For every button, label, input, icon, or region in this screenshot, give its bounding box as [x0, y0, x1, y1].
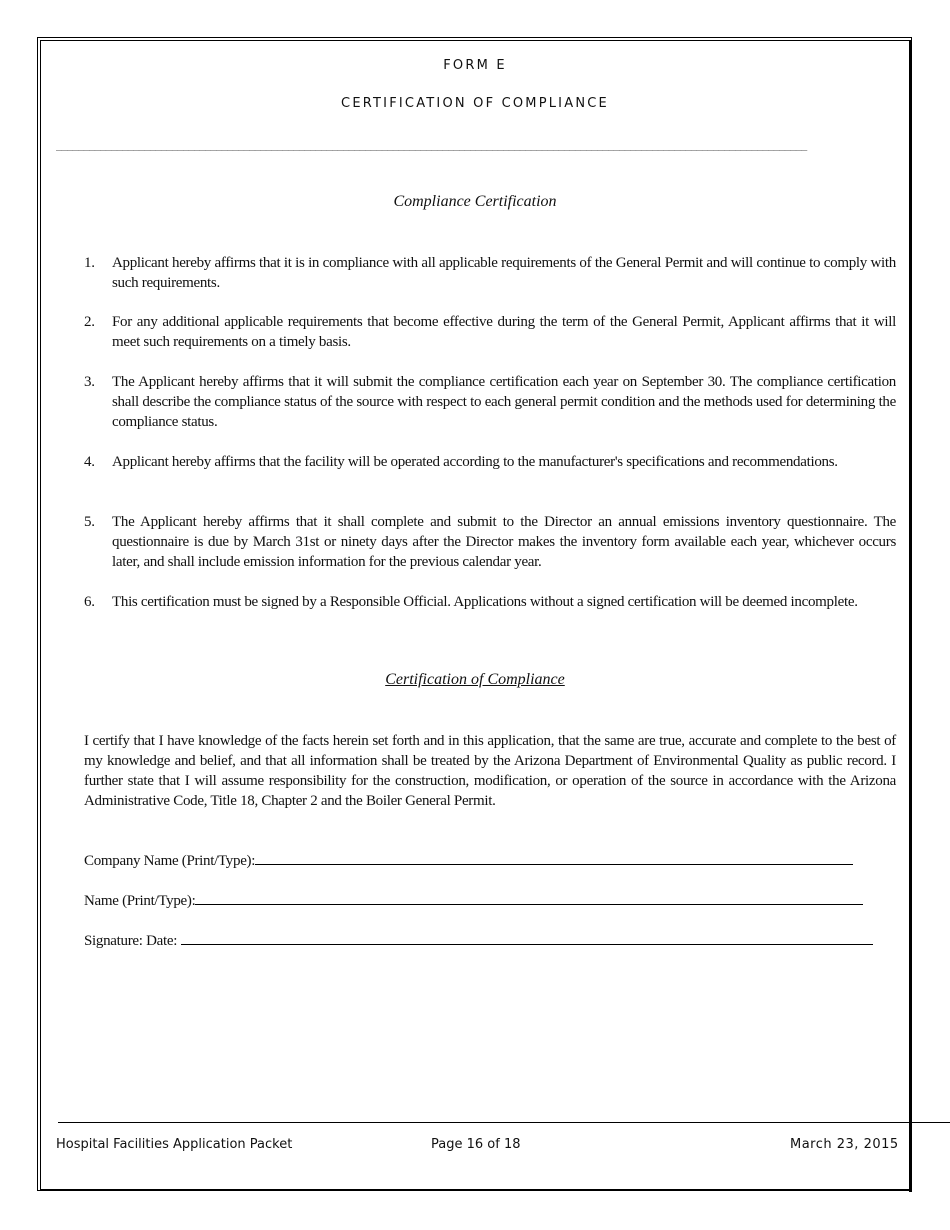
certification-statement: I certify that I have knowledge of the facts herein set forth and in this application, that the same are true, accurate and complete to the best of my knowledge and belief, and that all information shall be treated by the Arizona Department of Environmental Quality as public record. I further state that I will assume responsibility for the construction, modification, or operation of the source in accordance with the Arizona Administrative Code, Title 18, Chapter 2 and the Boiler General Permit.	[84, 733, 896, 809]
separator-line	[56, 140, 886, 152]
compliance-item	[84, 372, 896, 432]
name-field	[84, 890, 894, 910]
company-name-label: Company Name (Print/Type):	[84, 853, 256, 869]
company-name-input[interactable]	[255, 850, 853, 865]
compliance-certification-heading: Compliance Certification	[393, 193, 557, 210]
item-number: 6.	[84, 594, 95, 610]
item-number: 2.	[84, 314, 95, 330]
name-label: Name (Print/Type):	[84, 893, 196, 909]
company-name-field	[84, 850, 894, 870]
compliance-item	[84, 512, 896, 572]
item-text: Applicant hereby affirms that the facility will be operated according to the manufacturer's specifications and recommendations.	[112, 454, 838, 470]
compliance-item	[84, 312, 896, 352]
certification-of-compliance-heading: Certification of Compliance	[385, 671, 565, 688]
item-text: The Applicant hereby affirms that it will submit the compliance certification each year on September 30. The compliance certification shall describe the compliance status of the source with respect to each general permit condition and the methods used for determining the compliance status.	[112, 374, 896, 430]
footer-page-number: Page 16 of 18	[431, 1137, 521, 1152]
item-number: 1.	[84, 255, 95, 271]
page-border-right	[909, 40, 912, 1192]
item-number: 4.	[84, 454, 95, 470]
footer-date: March 23, 2015	[790, 1137, 899, 1152]
form-title: CERTIFICATION OF COMPLIANCE	[341, 96, 609, 111]
item-text: For any additional applicable requirements that become effective during the term of the General Permit, Applicant affirms that it will meet such requirements on a timely basis.	[112, 314, 896, 350]
item-number: 5.	[84, 514, 95, 530]
compliance-item	[84, 592, 896, 612]
compliance-item	[84, 253, 896, 293]
compliance-item	[84, 452, 896, 472]
item-number: 3.	[84, 374, 95, 390]
signature-date-field	[84, 930, 894, 950]
form-label: FORM E	[443, 58, 507, 73]
item-text: Applicant hereby affirms that it is in compliance with all applicable requirements of the General Permit and will continue to comply with such requirements.	[112, 255, 896, 291]
name-input[interactable]	[195, 890, 863, 905]
footer-rule	[58, 1122, 950, 1123]
signature-date-label: Signature: Date:	[84, 933, 178, 949]
item-text: This certification must be signed by a Responsible Official. Applications without a signed certification will be deemed incomplete.	[112, 594, 858, 610]
signature-date-input[interactable]	[181, 930, 873, 945]
page-border-inner	[40, 40, 910, 1190]
footer-document-title: Hospital Facilities Application Packet	[56, 1137, 293, 1152]
item-text: The Applicant hereby affirms that it shall complete and submit to the Director an annual emissions inventory questionnaire. The questionnaire is due by March 31st or ninety days after the Director makes the inventory form available each year, whichever occurs later, and shall include emission information for the previous calendar year.	[112, 514, 896, 570]
